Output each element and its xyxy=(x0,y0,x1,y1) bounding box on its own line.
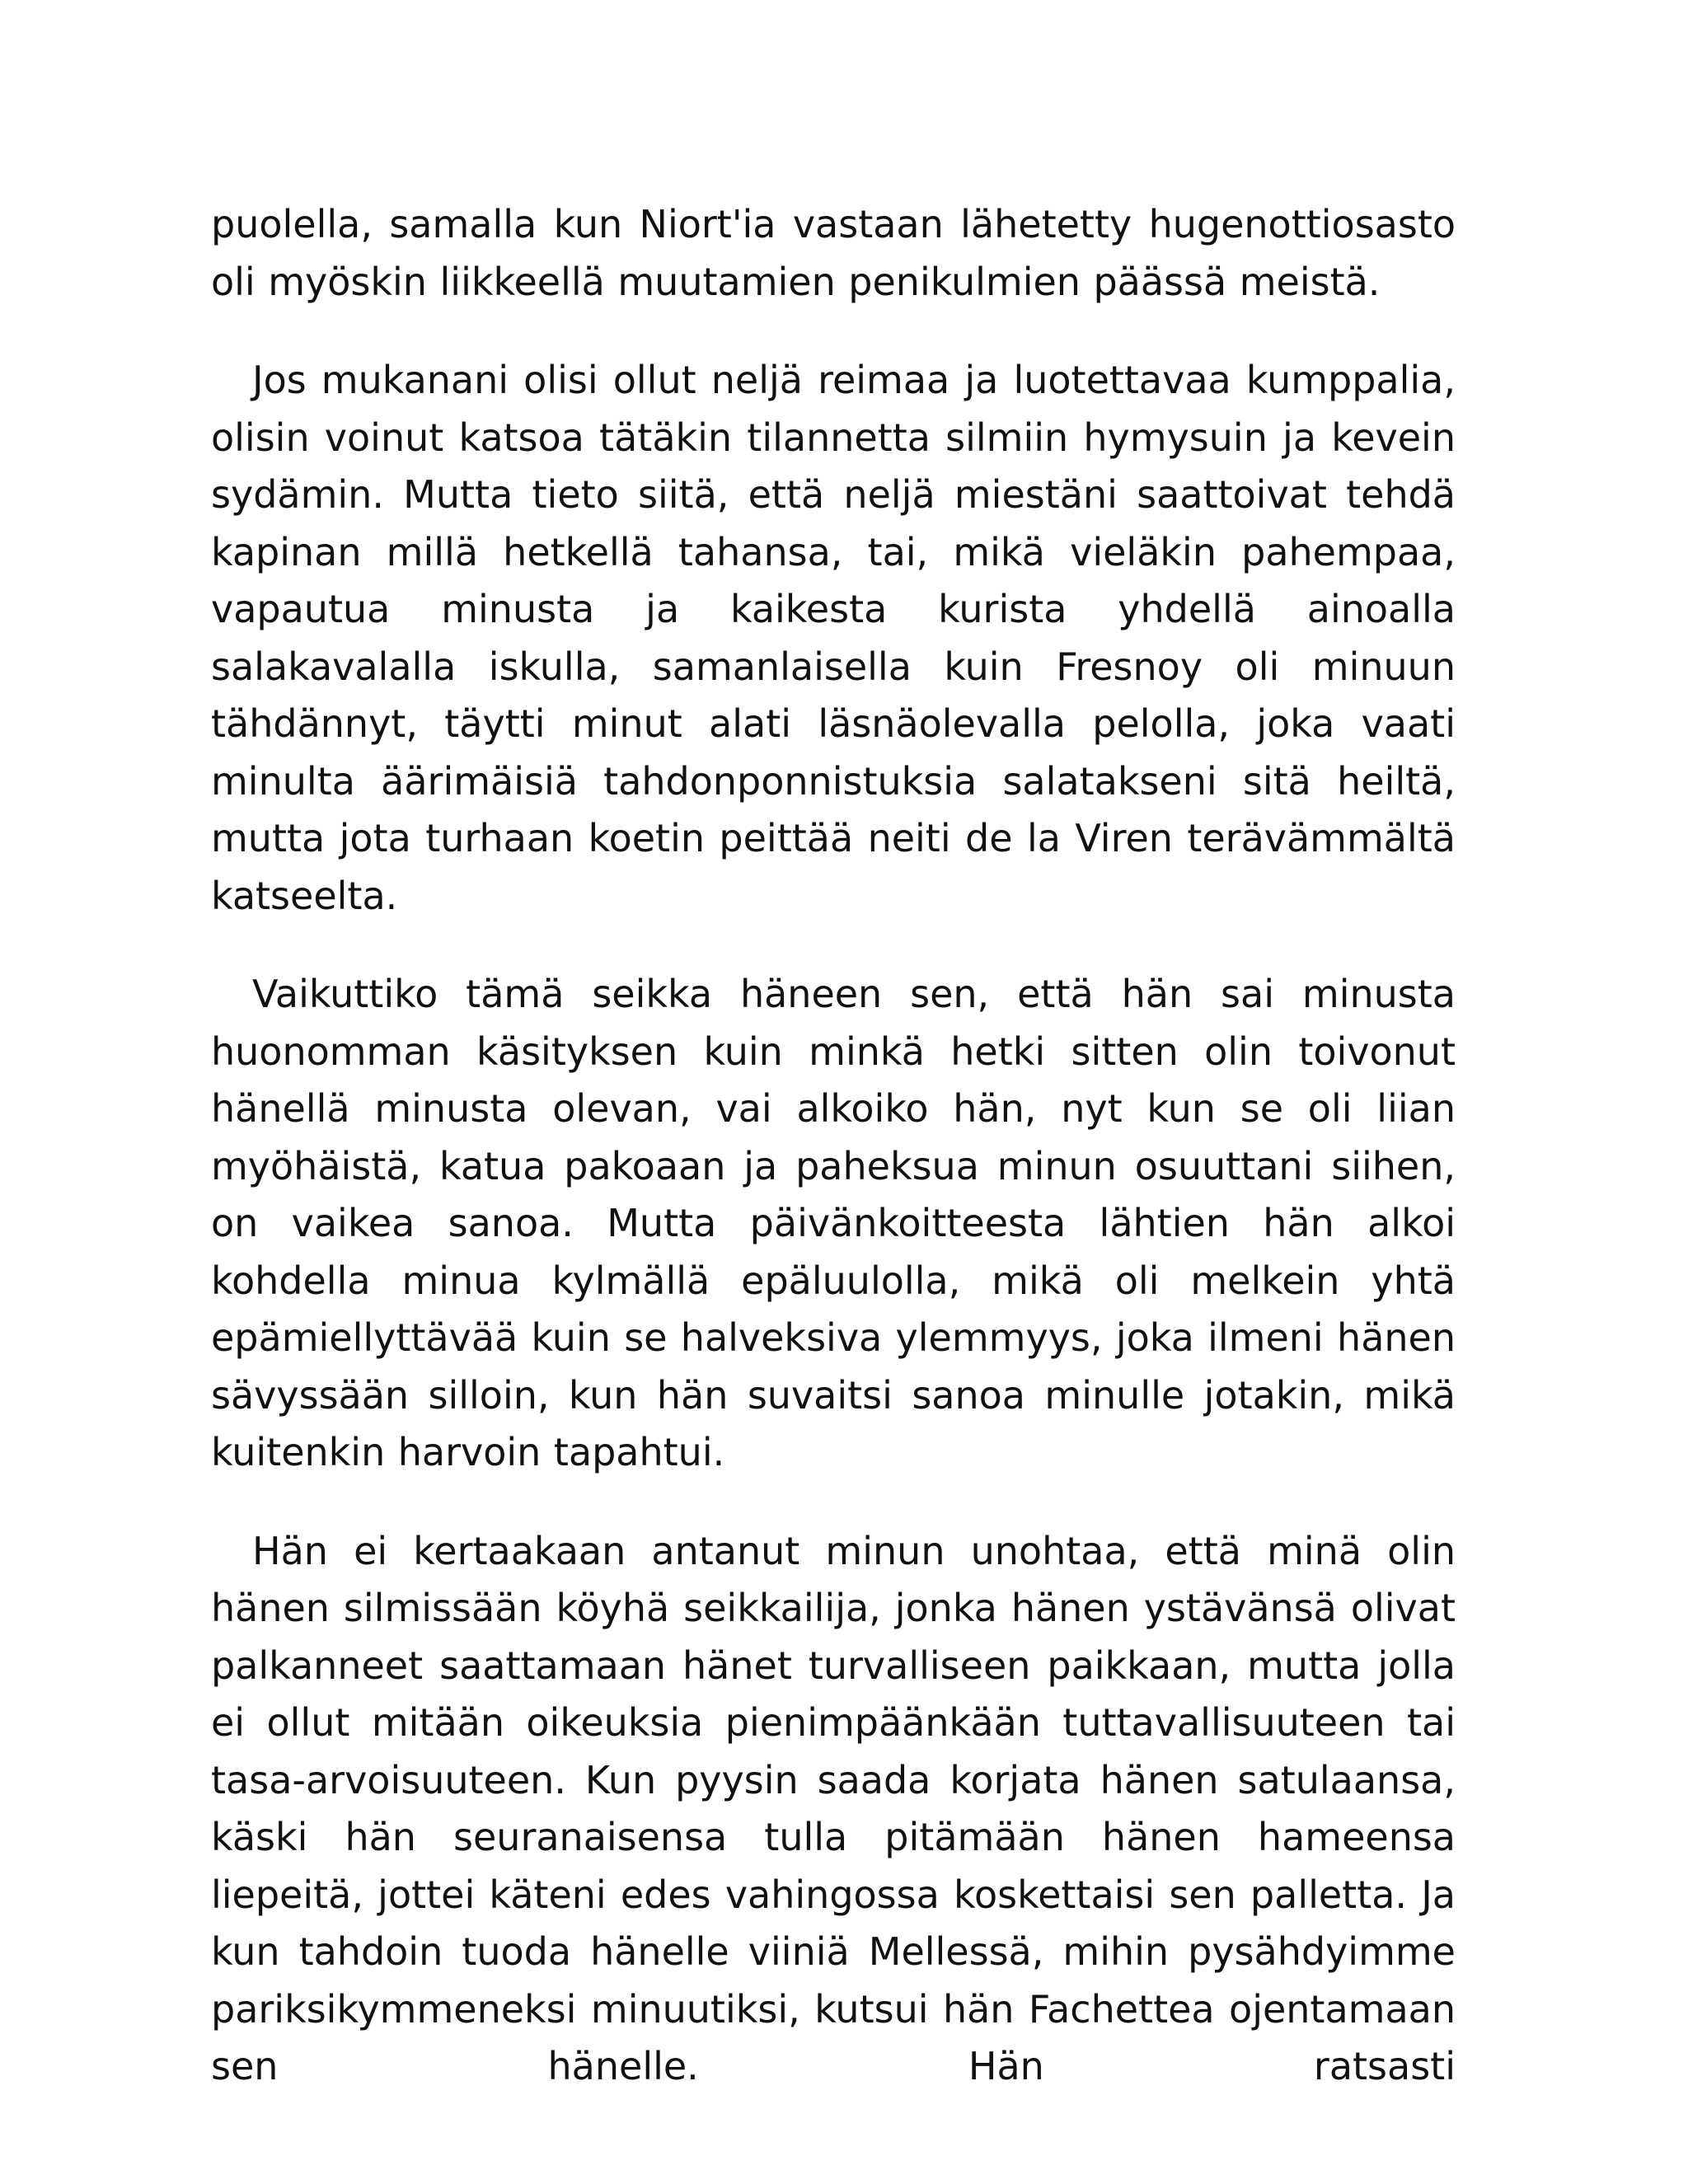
paragraph-1: puolella, samalla kun Niort'ia vastaan lähetetty hugenottiosasto oli myöskin liikkeellä muutamien penikulmien päässä meistä. xyxy=(211,202,1456,304)
paragraph-4: Hän ei kertaakaan antanut minun unohtaa, että minä olin hänen silmissään köyhä seikkailija, jonka hänen ystävänsä olivat palkanneet saattamaan hänet turvalliseen paikkaan, mutta jolla ei ollut mitään oikeuksia pienimpäänkään tuttavallisuuteen tai tasa-arvoisuuteen. Kun pyysin saada korjata hänen satulaansa, käski hän seuranaisensa tulla pitämään hänen hameensa liepeitä, jottei käteni edes vahingossa koskettaisi sen palletta. Ja kun tahdoin tuoda hänelle viiniä Mellessä, mihin pysähdyimme pariksikymmeneksi minuutiksi, kutsui hän Fachettea ojentamaan sen hänelle. Hän ratsasti xyxy=(211,1528,1456,2088)
paragraph-2: Jos mukanani olisi ollut neljä reimaa ja luotettavaa kumppalia, olisin voinut katsoa tätäkin tilannetta silmiin hymysuin ja kevein sydämin. Mutta tieto siitä, että neljä miestäni saattoivat tehdä kapinan millä hetkellä tahansa, tai, mikä vieläkin pahempaa, vapautua minusta ja kaikesta kurista yhdellä ainoalla salakavalalla iskulla, samanlaisella kuin Fresnoy oli minuun tähdännyt, täytti minut alati läsnäolevalla pelolla, joka vaati minulta äärimäisiä tahdonponnistuksia salatakseni sitä heiltä, mutta jota turhaan koetin peittää neiti de la Viren terävämmältä katseelta. xyxy=(211,358,1456,918)
paragraph-3: Vaikuttiko tämä seikka häneen sen, että hän sai minusta huonomman käsityksen kuin minkä hetki sitten olin toivonut hänellä minusta olevan, vai alkoiko hän, nyt kun se oli liian myöhäistä, katua pakoaan ja paheksua minun osuuttani siihen, on vaikea sanoa. Mutta päivänkoitteesta lähtien hän alkoi kohdella minua kylmällä epäluulolla, mikä oli melkein yhtä epämiellyttävää kuin se halveksiva ylemmyys, joka ilmeni hänen sävyssään silloin, kun hän suvaitsi sanoa minulle jotakin, mikä kuitenkin harvoin tapahtui. xyxy=(211,972,1456,1474)
body-text xyxy=(211,196,1456,2137)
